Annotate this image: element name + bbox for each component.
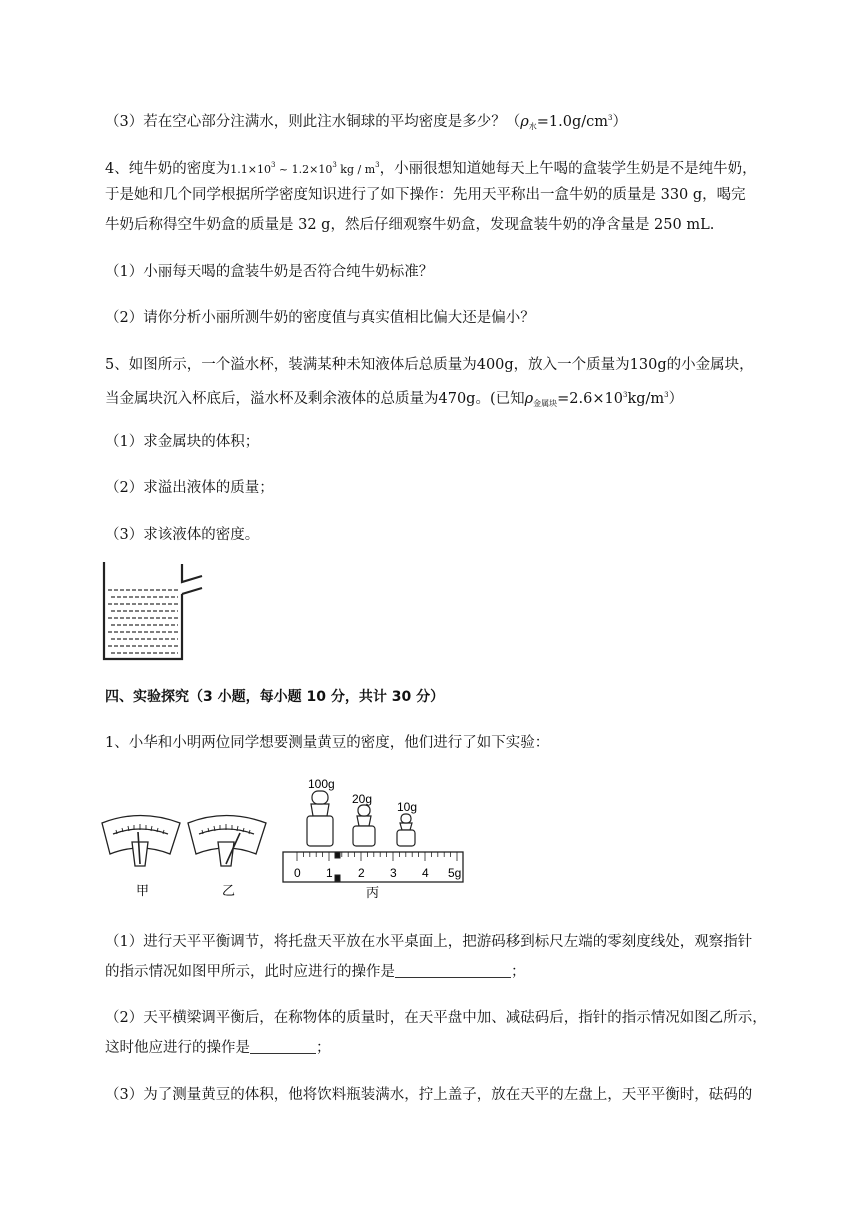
weight-100g-label: 100g <box>308 778 335 791</box>
q5-exp1: 3 <box>622 391 628 399</box>
q5-line2 <box>105 385 683 414</box>
exp1-sub1-end: ； <box>511 964 526 980</box>
ruler-label-2: 2 <box>358 866 365 880</box>
q3-prev-text: （3）若在空心部分注满水，则此注水铜球的平均密度是多少？（ <box>105 114 521 130</box>
weight-20g <box>353 805 375 846</box>
exp1-sub2-end: ； <box>316 1040 331 1056</box>
rho-symbol: ρ <box>524 391 534 407</box>
ruler-label-5: 5g <box>448 866 462 880</box>
q4-range-exp: 3 <box>270 161 276 169</box>
q4-line1 <box>105 155 757 180</box>
ruler-label-0: 0 <box>294 866 301 880</box>
q5-exp2: 3 <box>664 391 669 399</box>
q5-line2b: =2.6×10 <box>557 391 623 407</box>
q4-sub2: （2）请你分析小丽所测牛奶的密度值与真实值相比偏大还是偏小？ <box>105 310 535 326</box>
section-title: 四、实验探究（3 小题，每小题 10 分，共计 30 分） <box>105 689 445 705</box>
q5-sub2: （2）求溢出液体的质量； <box>105 480 274 496</box>
rho-symbol: ρ <box>520 114 529 130</box>
ruler-label-4: 4 <box>422 866 429 880</box>
balance-figure <box>98 778 470 902</box>
q3-prev-close: ） <box>612 114 627 130</box>
q4-line2: 于是她和几个同学根据所学密度知识进行了如下操作：先用天平称出一盒牛奶的质量是 330 g，喝完 <box>105 187 746 203</box>
weight-10g <box>397 814 415 846</box>
q4-unit: kg / m <box>336 163 376 176</box>
exp1-sub2-line1: （2）天平横梁调平衡后，在称物体的质量时，在天平盘中加、减砝码后，指针的指示情况如图乙所示， <box>105 1010 767 1026</box>
weight-20g-label: 20g <box>352 792 373 806</box>
q4-unit-exp: 3 <box>375 161 380 169</box>
q5-line2a: 当金属块沉入杯底后，溢水杯及剩余液体的总质量为470g。(已知 <box>105 391 525 407</box>
exp1-intro: 1、小华和小明两位同学想要测量黄豆的密度，他们进行了如下实验： <box>105 735 550 751</box>
q4-intro-a: 4、纯牛奶的密度为 <box>105 161 231 177</box>
overflow-cup-figure <box>98 560 218 664</box>
q5-sub1: （1）求金属块的体积； <box>105 434 260 450</box>
q5-sub3: （3）求该液体的密度。 <box>105 527 260 543</box>
q3-prev-tail: =1.0g/cm <box>536 114 609 130</box>
q5-line2c: kg/m <box>627 391 665 407</box>
q3-prev-exp: 3 <box>608 114 613 122</box>
exp1-sub1-line2 <box>105 962 526 982</box>
label-b: 乙 <box>222 883 236 898</box>
ruler-label-3: 3 <box>390 866 397 880</box>
label-c: 丙 <box>366 885 380 900</box>
exp1-sub3-line1: （3）为了测量黄豆的体积，他将饮料瓶装满水，拧上盖子，放在天平的左盘上，天平平衡时，砝码的 <box>105 1087 753 1103</box>
exp1-sub1-line2-text: 的指示情况如图甲所示，此时应进行的操作是 <box>105 964 395 980</box>
ruler <box>283 852 463 882</box>
rho-subscript: 金属块 <box>533 399 558 408</box>
q4-intro-b: ，小丽很想知道她每天上午喝的盒装学生奶是不是纯牛奶， <box>379 161 757 177</box>
ruler-label-1: 1 <box>326 866 333 880</box>
q5-line1: 5、如图所示，一个溢水杯，装满某种未知液体后总质量为400g，放入一个质量为130g的小金属块， <box>105 357 754 373</box>
exp1-sub2-line2-text: 这时他应进行的操作是 <box>105 1040 250 1056</box>
q4-sub1: （1）小丽每天喝的盒装牛奶是否符合纯牛奶标准？ <box>105 264 434 280</box>
q4-range-a: 1.1×10 <box>230 163 271 176</box>
answer-blank-2[interactable] <box>250 1039 316 1054</box>
q4-range-exp2: 3 <box>332 161 337 169</box>
weight-10g-label: 10g <box>397 800 418 814</box>
rho-subscript: 水 <box>528 122 537 131</box>
q3-prev-line <box>105 108 627 137</box>
liquid-hatching <box>108 590 178 653</box>
exp1-sub2-line2 <box>105 1038 331 1058</box>
q5-line2d: ） <box>668 391 684 407</box>
dial-b <box>188 816 266 867</box>
dial-a <box>102 816 180 867</box>
q4-line3: 牛奶后称得空牛奶盒的质量是 32 g，然后仔细观察牛奶盒，发现盒装牛奶的净含量是 250 mL. <box>105 217 715 233</box>
label-a: 甲 <box>136 883 150 898</box>
q4-range <box>230 163 379 176</box>
answer-blank-1[interactable] <box>395 963 511 978</box>
weight-100g <box>307 791 333 846</box>
exp1-sub1-line1: （1）进行天平平衡调节，将托盘天平放在水平桌面上，把游码移到标尺左端的零刻度线处，观察指针 <box>105 934 753 950</box>
q4-range-b: ~ 1.2×10 <box>275 163 333 176</box>
